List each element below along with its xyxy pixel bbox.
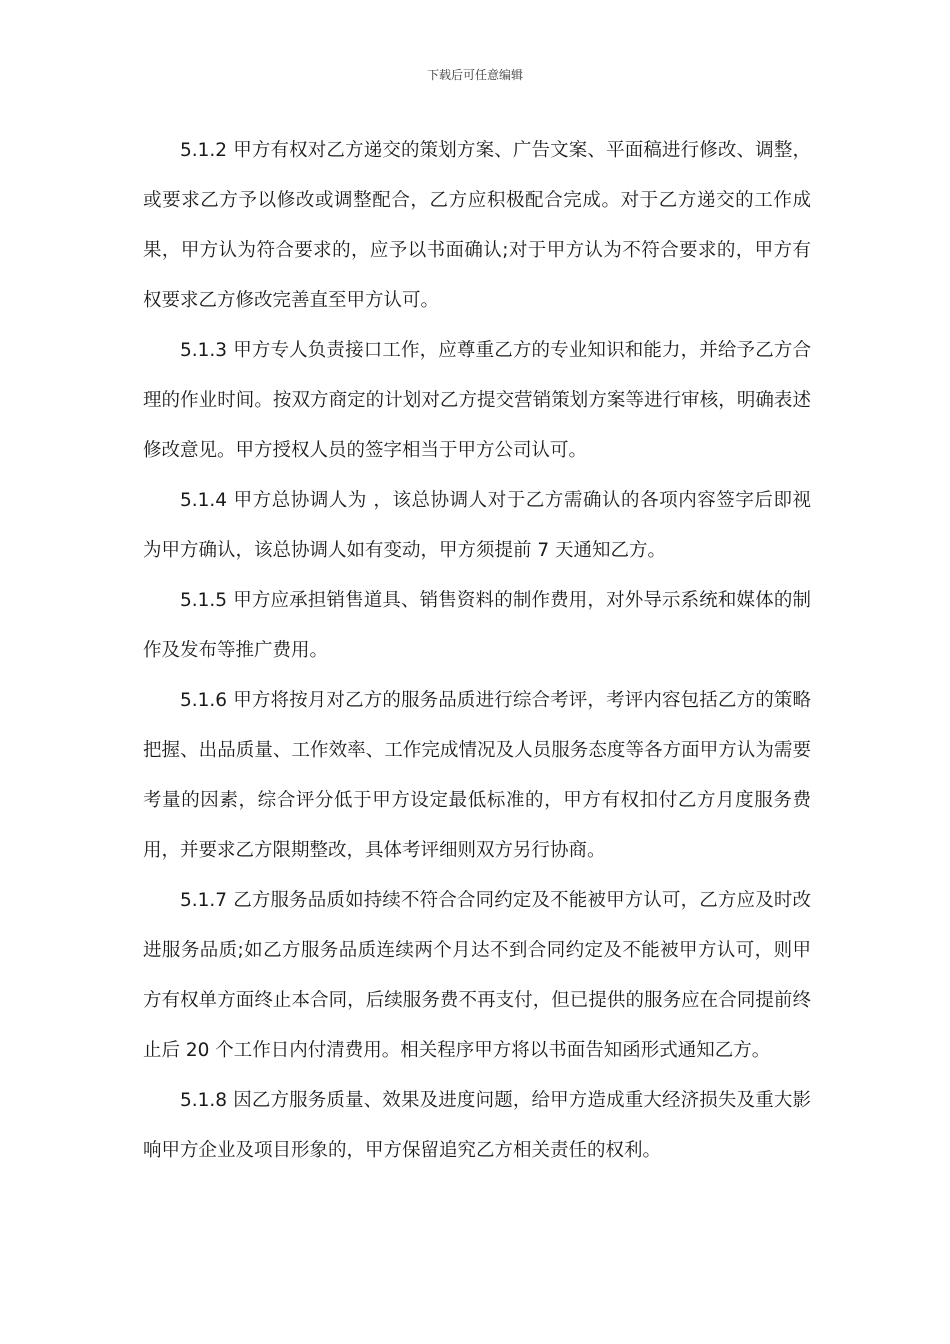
clause-5-1-4	[143, 476, 811, 576]
clause-text: 甲方将按月对乙方的服务品质进行综合考评，考评内容包括乙方的策略把握、出品质量、工作效率、工作完成情况及人员服务态度等各方面甲方认为需要考量的因素，综合评分低于甲方设定最低标准的，甲方有权扣付乙方月度服务费用，并要求乙方限期整改，具体考评细则双方另行协商。	[143, 690, 811, 861]
clause-text: 甲方专人负责接口工作，应尊重乙方的专业知识和能力，并给予乙方合理的作业时间。按双方商定的计划对乙方提交营销策划方案等进行审核，明确表述修改意见。甲方授权人员的签字相当于甲方公司认可。	[143, 340, 811, 461]
clause-number: 5.1.8	[180, 1090, 228, 1111]
clause-5-1-8	[143, 1076, 811, 1176]
clause-5-1-6	[143, 676, 811, 876]
clause-number: 5.1.6	[180, 690, 228, 711]
clause-5-1-3	[143, 326, 811, 476]
clause-text: 因乙方服务质量、效果及进度问题，给甲方造成重大经济损失及重大影响甲方企业及项目形象的，甲方保留追究乙方相关责任的权利。	[143, 1090, 811, 1161]
document-body	[143, 126, 811, 1176]
clause-5-1-5	[143, 576, 811, 676]
clause-number: 5.1.4	[180, 490, 228, 511]
page-header: 下载后可任意编辑	[426, 68, 523, 82]
clause-number: 5.1.2	[180, 140, 228, 161]
clause-5-1-7	[143, 876, 811, 1076]
clause-text: 甲方总协调人为 ，该总协调人对于乙方需确认的各项内容签字后即视为甲方确认，该总协调人如有变动，甲方须提前 7 天通知乙方。	[143, 490, 811, 561]
clause-number: 5.1.5	[180, 590, 228, 611]
clause-text: 甲方应承担销售道具、销售资料的制作费用，对外导示系统和媒体的制作及发布等推广费用。	[143, 590, 811, 661]
clause-5-1-2	[143, 126, 811, 326]
clause-number: 5.1.3	[180, 340, 228, 361]
clause-text: 乙方服务品质如持续不符合合同约定及不能被甲方认可，乙方应及时改进服务品质;如乙方服务品质连续两个月达不到合同约定及不能被甲方认可，则甲方有权单方面终止本合同，后续服务费不再支付，但已提供的服务应在合同提前终止后 20 个工作日内付清费用。相关程序甲方将以书面告知函形式通知乙方。	[143, 890, 811, 1061]
clause-text: 甲方有权对乙方递交的策划方案、广告文案、平面稿进行修改、调整，或要求乙方予以修改或调整配合，乙方应积极配合完成。对于乙方递交的工作成果，甲方认为符合要求的，应予以书面确认;对于甲方认为不符合要求的，甲方有权要求乙方修改完善直至甲方认可。	[143, 140, 811, 311]
clause-number: 5.1.7	[180, 890, 228, 911]
